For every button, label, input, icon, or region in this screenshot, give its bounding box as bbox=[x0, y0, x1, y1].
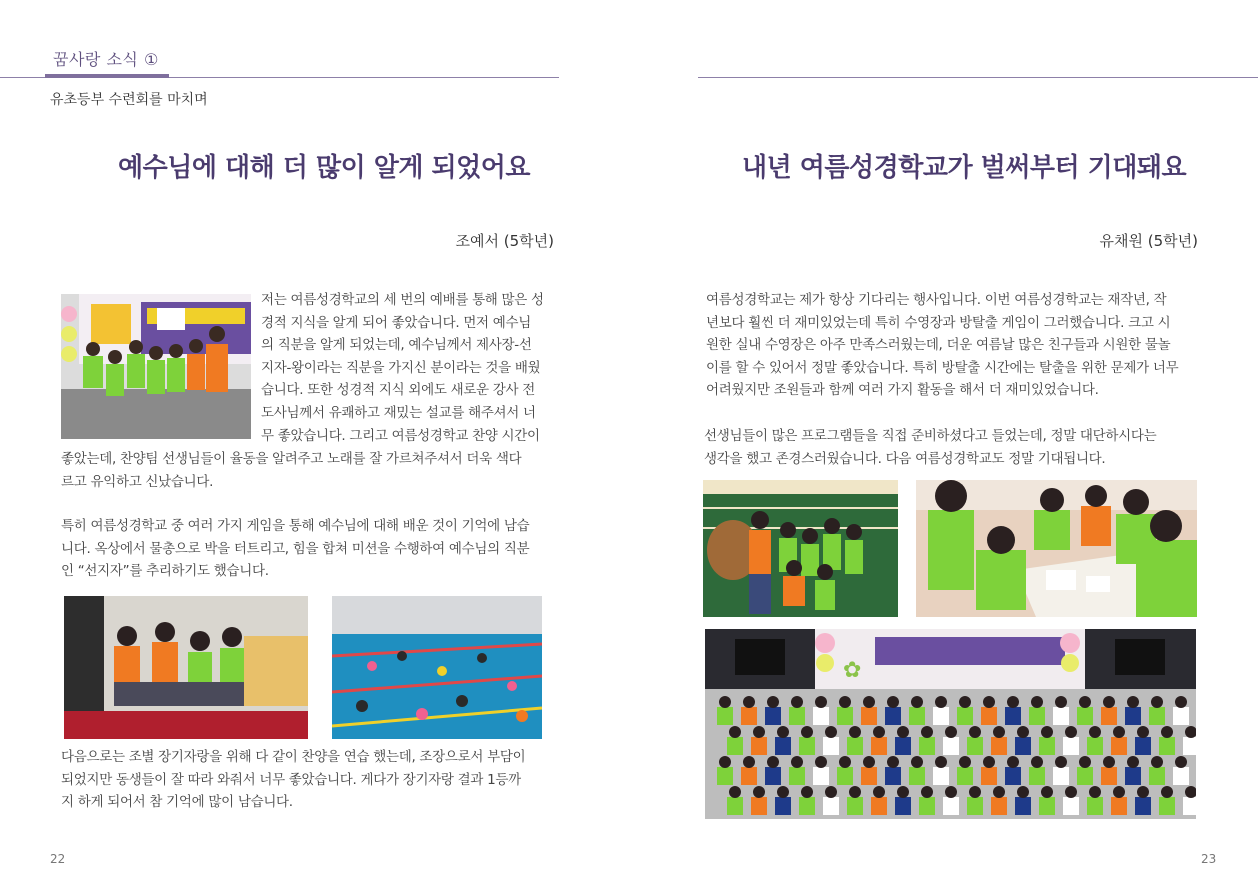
wrap-line: 습니다. 또한 성경적 지식 외에도 새로운 강사 전 bbox=[261, 382, 536, 399]
svg-text:✿: ✿ bbox=[843, 658, 862, 683]
photo-swimming-pool bbox=[332, 596, 542, 739]
text-line: 니다. 옥상에서 물총으로 박을 터트리고, 힘을 합쳐 미션을 수행하여 예수님의 직분 bbox=[61, 540, 530, 557]
wrap-line: 도사님께서 유쾌하고 재밌는 설교를 해주셔서 너 bbox=[261, 404, 536, 421]
photo-kids-escape-game bbox=[916, 480, 1197, 617]
page-number: 22 bbox=[50, 852, 66, 866]
paragraph-2 bbox=[704, 425, 1204, 470]
paragraph-1 bbox=[706, 289, 1206, 402]
text-line: 이를 할 수 있어서 정말 좋았습니다. 특히 방탈출 시간에는 탈출을 위한 문제가 너무 bbox=[706, 359, 1179, 376]
text-line: 어려웠지만 조원들과 함께 여러 가지 활동을 해서 더 재미있었습니다. bbox=[706, 382, 1099, 399]
text-line: 특히 여름성경학교 중 여러 가지 게임을 통해 예수님에 대해 배운 것이 기억에 남습 bbox=[61, 518, 530, 534]
wrap-line: 지자-왕이라는 직분을 가지신 분이라는 것을 배웠 bbox=[261, 359, 541, 376]
page-number: 23 bbox=[1201, 852, 1217, 866]
paragraph-3 bbox=[61, 746, 561, 814]
text-line: 선생님들이 많은 프로그램들을 직접 준비하셨다고 들었는데, 정말 대단하시다는 bbox=[704, 428, 1157, 444]
wrap-line: 의 직분을 알게 되었는데, 예수님께서 제사장-선 bbox=[261, 337, 532, 354]
photo-large-group bbox=[705, 629, 1196, 819]
text-line: 르고 유익하고 신났습니다. bbox=[61, 473, 214, 490]
header-rule-accent bbox=[45, 74, 169, 78]
wrap-line: 경적 지식을 알게 되어 좋았습니다. 먼저 예수님 bbox=[261, 314, 532, 331]
paragraph-2 bbox=[61, 515, 561, 583]
subtitle: 유초등부 수련회를 마치며 bbox=[50, 92, 208, 108]
text-line: 여름성경학교는 제가 항상 기다리는 행사입니다. 이번 여름성경학교는 재작년, 작 bbox=[706, 292, 1167, 308]
text-line: 생각을 했고 존경스러웠습니다. 다음 여름성경학교도 정말 기대됩니다. bbox=[704, 450, 1106, 467]
author-name: 유채원 (5학년) bbox=[1099, 232, 1198, 250]
paragraph-1-continued bbox=[61, 448, 561, 493]
author-name: 조예서 (5학년) bbox=[455, 232, 554, 250]
text-line: 다음으로는 조별 장기자랑을 위해 다 같이 찬양을 연습 했는데, 조장으로서 부담이 bbox=[61, 749, 526, 765]
text-line: 지 하게 되어서 참 기억에 많이 남습니다. bbox=[61, 794, 293, 811]
text-line: 좋았는데, 찬양팀 선생님들이 율동을 알려주고 노래를 잘 가르쳐주셔서 더욱 색다 bbox=[61, 451, 522, 467]
photo-kids-height-chart bbox=[703, 480, 898, 617]
text-line: 년보다 훨씬 더 재미있었는데 특히 수영장과 방탈출 게임이 그러했습니다. 크고 시 bbox=[706, 314, 1171, 331]
article-title: 예수님에 대해 더 많이 알게 되었어요 bbox=[118, 153, 530, 183]
photo-kids-with-banner bbox=[61, 294, 251, 439]
text-line: 되었지만 동생들이 잘 따라 와줘서 너무 좋았습니다. 게다가 장기자랑 결과 1등까 bbox=[61, 771, 521, 788]
text-line: 인 “선지자”를 추리하기도 했습니다. bbox=[61, 563, 269, 580]
wrap-line: 저는 여름성경학교의 세 번의 예배를 통해 많은 성 bbox=[261, 292, 544, 308]
right-page bbox=[629, 0, 1258, 892]
photo-kids-sitting bbox=[64, 596, 308, 739]
text-line: 원한 실내 수영장은 아주 만족스러웠는데, 더운 여름날 많은 친구들과 시원한 물놀 bbox=[706, 337, 1171, 354]
paragraph-1-wrap bbox=[261, 289, 557, 447]
section-label: 꿈사랑 소식 ① bbox=[53, 50, 159, 69]
article-title: 내년 여름성경학교가 벌써부터 기대돼요 bbox=[742, 153, 1187, 183]
header-rule bbox=[698, 77, 1258, 78]
wrap-line: 무 좋았습니다. 그리고 여름성경학교 찬양 시간이 bbox=[261, 427, 540, 444]
